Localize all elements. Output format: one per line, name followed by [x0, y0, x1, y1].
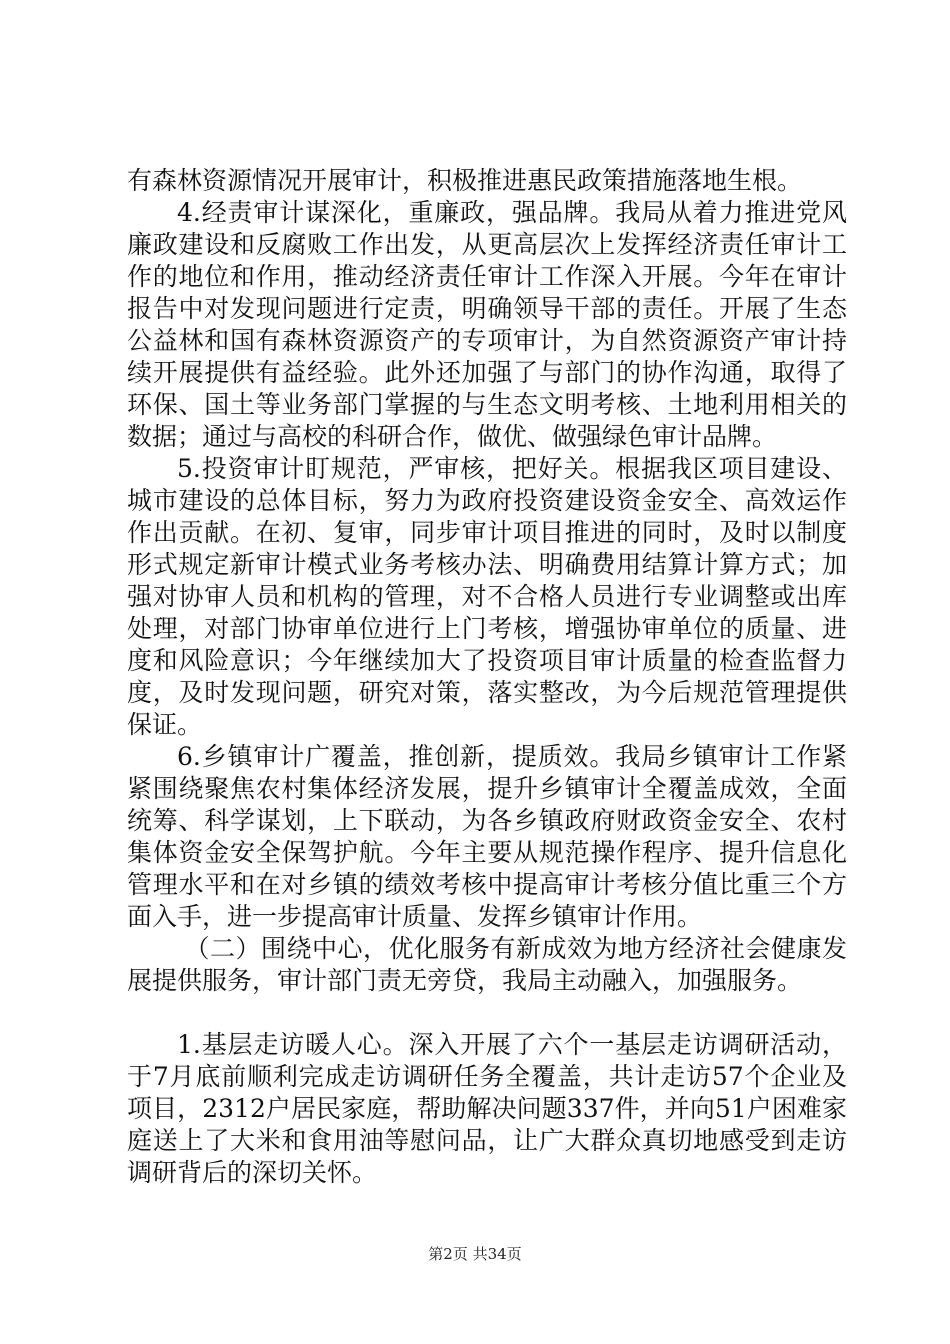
paragraph-forest-audit-continuation: 有森林资源情况开展审计，积极推进惠民政策措施落地生根。: [127, 166, 803, 195]
paragraph-grassroots-visits: 1.基层走访暖人心。深入开展了六个一基层走访调研活动，于7月底前顺利完成走访调研任务全覆盖，共计走访57个企业及项目，2312户居民家庭，帮助解决问题337件，并向51户困难家庭送上了大米和食用油等慰问品，让广大群众真切地感受到走访调研背后的深切关怀。: [127, 1030, 847, 1187]
paragraph-economic-responsibility-audit: 4.经责审计谋深化，重廉政，强品牌。我局从着力推进党风廉政建设和反腐败工作出发，从更高层次上发挥经济责任审计工作的地位和作用，推动经济责任审计工作深入开展。今年在审计报告中对发现问题进行定责，明确领导干部的责任。开展了生态公益林和国有森林资源资产的专项审计，为自然资源资产审计持续开展提供有益经验。此外还加强了与部门的协作沟通，取得了环保、国土等业务部门掌握的与生态文明考核、土地利用相关的数据；通过与高校的科研合作，做优、做强绿色审计品牌。: [127, 198, 847, 451]
paragraph-spacer: [127, 997, 847, 1029]
page-footer: 第2页 共34页: [428, 1245, 522, 1263]
document-body: [127, 165, 847, 1189]
section-heading-service: （二）围绕中心，优化服务有新成效为地方经济社会健康发展提供服务，审计部门责无旁贷，我局主动融入，加强服务。: [127, 934, 847, 995]
paragraph-investment-audit: 5.投资审计盯规范，严审核，把好关。根据我区项目建设、城市建设的总体目标，努力为政府投资建设资金安全、高效运作作出贡献。在初、复审，同步审计项目推进的同时，及时以制度形式规定新审计模式业务考核办法、明确费用结算计算方式；加强对协审人员和机构的管理，对不合格人员进行专业调整或出库处理，对部门协审单位进行上门考核，增强协审单位的质量、进度和风险意识；今年继续加大了投资项目审计质量的检查监督力度，及时发现问题，研究对策，落实整改，为今后规范管理提供保证。: [127, 454, 847, 739]
paragraph-township-audit: 6.乡镇审计广覆盖，推创新，提质效。我局乡镇审计工作紧紧围绕聚焦农村集体经济发展，提升乡镇审计全覆盖成效，全面统筹、科学谋划，上下联动，为各乡镇政府财政资金安全、农村集体资金安全保驾护航。今年主要从规范操作程序、提升信息化管理水平和在对乡镇的绩效考核中提高审计考核分值比重三个方面入手，进一步提高审计质量、发挥乡镇审计作用。: [127, 742, 847, 931]
